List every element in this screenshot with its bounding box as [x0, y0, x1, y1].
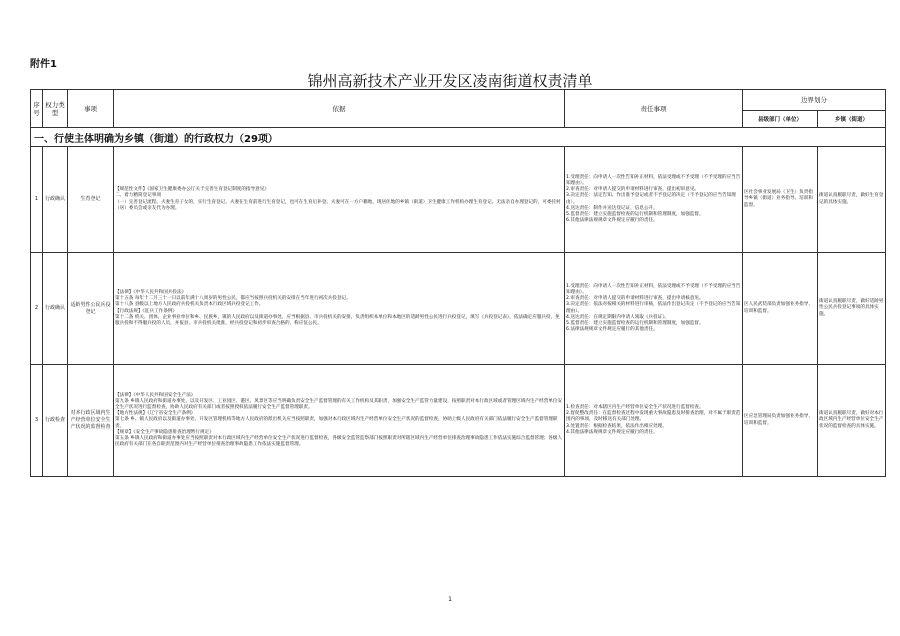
row-item: 对本行政区域内生产经营单位安全生产状况的监督检查	[68, 365, 114, 477]
resp-line: 4.其他法律法规规章文件规定应履行的责任。	[566, 429, 658, 435]
basis-line: 第十二条 机关、团体、企业事业单位和乡、民族乡、镇的人民政府以及街道办事处，应当根据县、市兵役机关的安排，负责组织本单位和本地区的适龄男性公民进行兵役登记，填写《兵役登记表》，依法确定应服兵役、免服兵役和不得服兵役的人员，并报县、市兵役机关批准，经兵役登记和初步审查合格的，称应征公民。	[115, 314, 560, 326]
row-town-duty: 街道认真履职尽责，做好对本行政区域内生产经营单位安全生产状况的监督检查的具体实施。	[818, 365, 886, 477]
basis-line: 第十八条 县级以上地方人民政府兵役机关负责本行政区域兵役登记工作。	[115, 302, 264, 308]
resp-line: 4.送达责任：制作并送达登记证，信息公开。	[566, 205, 658, 211]
resp-line: 2.审查责任：对申请人提交的申请材料进行审查，提出初审意见。	[566, 187, 700, 193]
row-seq: 1	[31, 147, 43, 253]
header-responsibility: 责任事项	[565, 90, 743, 128]
row-responsibility	[565, 147, 743, 253]
page-number: 1	[448, 596, 452, 603]
row-seq: 2	[31, 253, 43, 365]
basis-line: 二、着力精简登记事项	[115, 193, 161, 199]
resp-line: 1.受理责任：向申请人一次性告知补正材料，依法受理或不予受理（不予受理的应当告知理由）。	[566, 175, 741, 187]
resp-line: 2.督促整改责任：在监督检查过程中发现重大事故隐患及时排查治理，对不属于职责范围内的事项，及时移送有关部门处理。	[566, 411, 741, 423]
row-type: 行政确认	[43, 147, 68, 253]
row-dept-duty: 区应急管理局负责加强业务指导、培训和监督。	[743, 365, 818, 477]
resp-line: 1.受理责任：向申请人一次性告知补正材料，依法受理或不予受理（不予受理的应当告知理由）。	[566, 284, 741, 296]
row-basis	[114, 253, 565, 365]
resp-line: 3.决定责任：法定告知、作出准予登记或者不予登记的决定（不予登记的应当告知理由）。	[566, 193, 736, 205]
header-seq: 序号	[31, 90, 43, 128]
header-town: 乡镇（街道）	[818, 111, 886, 128]
basis-line: 【地方性法规】《辽宁省安全生产条例》	[115, 411, 196, 417]
table-row	[31, 253, 886, 365]
document-title: 锦州高新技术产业开发区凌南街道权责清单	[307, 72, 593, 90]
responsibility-table	[30, 89, 886, 477]
row-type: 行政确认	[43, 253, 68, 365]
resp-line: 6.法律法规规章文件规定应履行的其他责任。	[566, 326, 658, 332]
resp-line: 2.审查责任：对申请人提交的申请材料进行审查，提出申请核意见。	[566, 296, 704, 302]
attachment-label: 附件1	[30, 59, 57, 70]
row-town-duty: 街道认真履职尽责，做好适龄男性公民兵役登记事项的具体实施。	[818, 253, 886, 365]
row-basis	[114, 365, 565, 477]
basis-line: 【规章】《安全生产事故隐患排查治理暂行规定》	[115, 429, 214, 435]
section-row	[31, 128, 886, 147]
header-item: 事项	[68, 90, 114, 128]
table-header-row-1	[31, 90, 886, 111]
row-town-duty: 街道认真履职尽责，做好生育登记的具体实施。	[818, 147, 886, 253]
resp-line: 5.监督责任：建立实施监督检查的运行机制和管理制度，加强监督。	[566, 320, 704, 326]
resp-line: 4.送达责任：在规定期限内申请人领取《兵役证》。	[566, 314, 670, 320]
header-boundary: 边界划分	[743, 90, 886, 111]
row-seq: 3	[31, 365, 43, 477]
basis-line: 【行政法规】《征兵工作条例》	[115, 308, 178, 314]
basis-line: 第七条 乡、镇人民政府以及街道办事处、开发区管理机构等地方人民政府的派出机关应当按照职责，加强对本行政区域内生产经营单位安全生产状况的监督检查，协助上级人民政府有关部门依法履行安全生产监督管理职责。	[115, 417, 558, 429]
basis-line: 【法律】《中华人民共和国安全生产法》	[115, 393, 196, 399]
basis-line: （一）完善登记流程。夫妻生育子女的，实行生育登记。夫妻在生育前进行生育登记，也可在生育后补登。夫妻可在一方户籍地、现居住地的乡镇（街道）卫生健康工作机构办理生育登记。无法亲自办理登记的，可委托村（居）委员会或亲友代为办理。	[115, 199, 561, 211]
table-row	[31, 365, 886, 477]
header-basis: 依据	[114, 90, 565, 128]
row-dept-duty: 区社会事业发展局（卫生）负责指导乡镇（街道）业务指导、培训和监督。	[743, 147, 818, 253]
row-item: 适龄男性公民兵役登记	[68, 253, 114, 365]
basis-line: 第九条 乡镇人民政府和街道办事处，以及开发区、工业园区、港区、风景区等应当明确负责安全生产监督管理的有关工作机构及其职责，加强安全生产监管力量建设，按照职责对本行政区域或者管理区域内生产经营单位安全生产状况进行监督检查，协助人民政府有关部门或者按照授权依法履行安全生产监督管理职责。	[115, 399, 563, 411]
header-dept: 县级部门（单位）	[743, 111, 818, 128]
header-power-type: 权力类型	[43, 90, 68, 128]
resp-line: 5.监督责任：建立实施监督检查的运行机制和管理制度，加强监督。	[566, 211, 704, 217]
basis-line: 【规范性文件】《国家卫生健康委办公厅关于完善生育登记制度的指导意见》	[115, 187, 269, 193]
basis-line: 【法律】《中华人民共和国兵役法》	[115, 290, 187, 296]
row-dept-duty: 区人民武装部负责加强业务指导、培训和监督。	[743, 253, 818, 365]
resp-line: 3.决定责任：依法对按相关的材料进行审核，依法作出登记决定（不予登记的应当告知理由）。	[566, 302, 741, 314]
resp-line: 6.其他法律法规规章文件规定应履行的责任。	[566, 217, 658, 223]
resp-line: 1.检查责任：对本辖区内生产经营单位安全生产状况进行监督检查。	[566, 405, 704, 411]
row-basis	[114, 147, 565, 253]
row-responsibility	[565, 253, 743, 365]
basis-line: 第十五条 每年十二月三十一日以前年满十八周岁的男性公民，都应当按照兵役机关的安排在当年进行初次兵役登记。	[115, 296, 351, 302]
table-row	[31, 147, 886, 253]
section-title: 一、行使主体明确为乡镇（街道）的行政权力（29项）	[31, 128, 886, 147]
resp-line: 3.处置责任：根据检查结果，依法作出相应处理。	[566, 423, 667, 429]
row-type: 行政检查	[43, 365, 68, 477]
row-item: 生育登记	[68, 147, 114, 253]
row-responsibility	[565, 365, 743, 477]
basis-line: 第五条 乡镇人民政府和街道办事处应当按照职责对本行政区域内生产经营单位安全生产状况进行监督检查，各级安全监管监察部门按照职责对所辖区域内生产经营单位排查治理事故隐患工作依法实施综合监督管理；各级人民政府有关部门在各自职责范围内对生产经营单位排查治理事故隐患工作依法实施监督管理。	[115, 435, 563, 447]
